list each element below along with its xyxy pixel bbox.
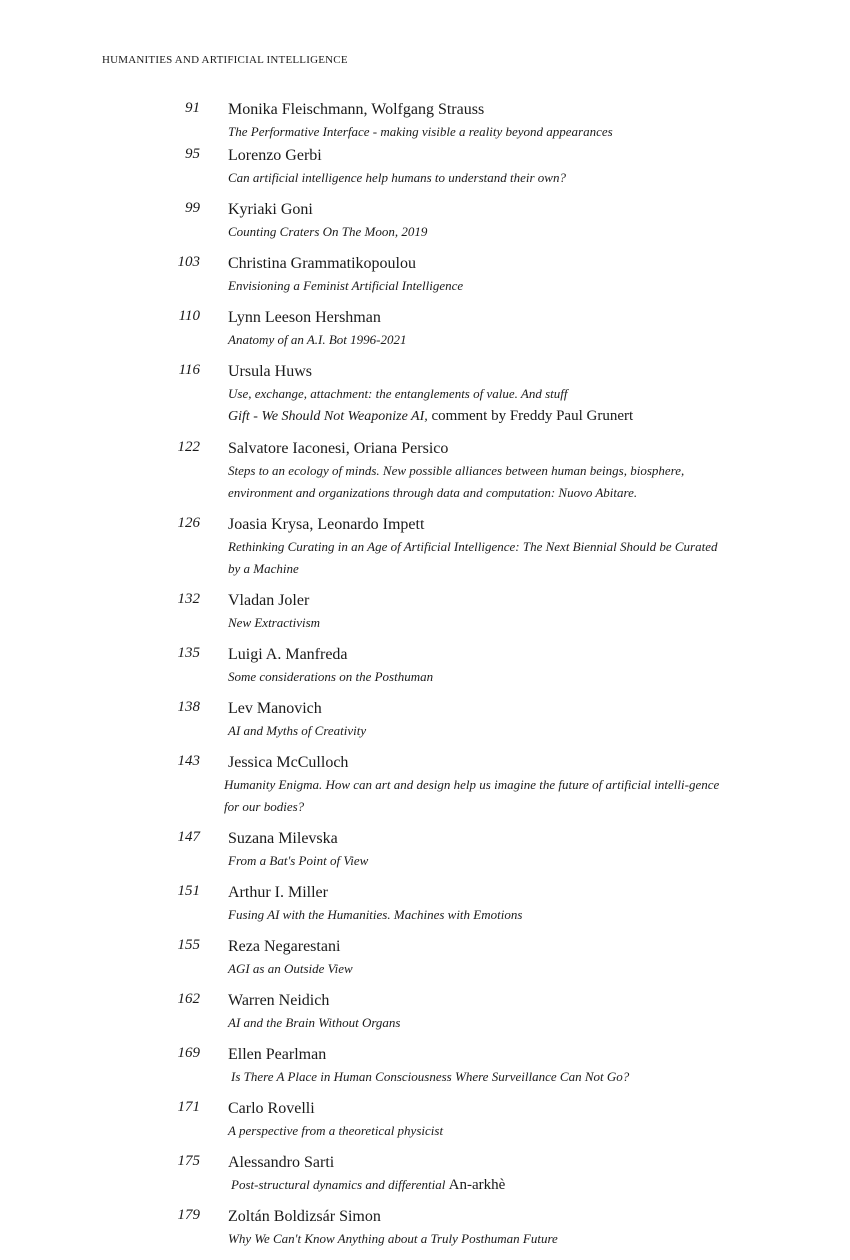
essay-title: New Extractivism: [228, 615, 321, 630]
toc-entry: [0, 1206, 850, 1250]
toc-entry: [0, 752, 850, 818]
essay-title: Some considerations on the Posthuman: [228, 669, 434, 684]
essay-title: The Performative Interface - making visible a reality beyond appearances: [228, 124, 613, 139]
author-name: Zoltán Boldizsár Simon: [228, 1208, 381, 1225]
author-name: Kyriaki Goni: [228, 201, 313, 218]
essay-title-suffix: An-arkhè: [448, 1177, 506, 1193]
essay-title: Rethinking Curating in an Age of Artificial Intelligence: The Next Biennial Should be Curated by a Machine: [228, 539, 718, 576]
page-number: 169: [177, 1045, 200, 1061]
toc-entry: [0, 1098, 850, 1142]
toc-entry: [0, 644, 850, 688]
page-number: 126: [177, 515, 200, 531]
page-number: 110: [178, 308, 200, 324]
comment-author: comment by Freddy Paul Grunert: [427, 408, 634, 424]
toc-entry: [0, 936, 850, 980]
author-name: Lev Manovich: [228, 700, 322, 717]
page-number: 151: [177, 883, 200, 899]
page-number: 135: [177, 645, 200, 661]
essay-title: Fusing AI with the Humanities. Machines with Emotions: [228, 907, 523, 922]
comment-line: [228, 405, 728, 428]
toc-entry: [0, 1044, 850, 1088]
essay-title: Why We Can't Know Anything about a Truly Posthuman Future: [228, 1231, 558, 1246]
toc-entry: [0, 1152, 850, 1196]
essay-title: Use, exchange, attachment: the entanglements of value. And stuff: [228, 386, 568, 401]
author-name: Salvatore Iaconesi, Oriana Persico: [228, 440, 449, 457]
toc-entry: [0, 307, 850, 351]
essay-title: AI and the Brain Without Organs: [228, 1015, 401, 1030]
page-number: 162: [177, 991, 200, 1007]
essay-title: Humanity Enigma. How can art and design help us imagine the future of artificial intelli-gence for our bodies?: [224, 777, 720, 814]
page-number: 171: [177, 1099, 200, 1115]
toc-entry: [0, 145, 850, 189]
toc-entry: [0, 361, 850, 428]
author-name: Christina Grammatikopoulou: [228, 255, 416, 272]
essay-title: Steps to an ecology of minds. New possible alliances between human beings, biosphere, environment and organizations through data and computation: Nuovo Abitare.: [228, 463, 685, 500]
author-name: Carlo Rovelli: [228, 1100, 315, 1117]
author-name: Monika Fleischmann, Wolfgang Strauss: [228, 101, 485, 118]
page-number: 143: [177, 753, 200, 769]
author-name: Suzana Milevska: [228, 830, 338, 847]
essay-title: Anatomy of an A.I. Bot 1996-2021: [228, 332, 407, 347]
author-name: Jessica McCulloch: [228, 754, 349, 771]
toc-entry: [0, 253, 850, 297]
page-number: 116: [178, 362, 200, 378]
essay-title: Can artificial intelligence help humans to understand their own?: [228, 170, 566, 185]
author-name: Lynn Leeson Hershman: [228, 309, 381, 326]
essay-title-line: [231, 1174, 731, 1196]
running-header: HUMANITIES AND ARTIFICIAL INTELLIGENCE: [102, 54, 348, 66]
author-name: Arthur I. Miller: [228, 884, 328, 901]
toc-entry: [0, 882, 850, 926]
page-number: 91: [185, 100, 200, 116]
essay-title: Is There A Place in Human Consciousness Where Surveillance Can Not Go?: [231, 1069, 630, 1084]
essay-title: From a Bat's Point of View: [228, 853, 369, 868]
page-number: 147: [177, 829, 200, 845]
toc-entry: [0, 990, 850, 1034]
page-number: 103: [177, 254, 200, 270]
toc-entry: [0, 698, 850, 742]
essay-title: Envisioning a Feminist Artificial Intelligence: [228, 278, 464, 293]
essay-title: AI and Myths of Creativity: [228, 723, 367, 738]
toc-entry: [0, 199, 850, 243]
essay-title: Post-structural dynamics and differential: [231, 1177, 449, 1192]
author-name: Ellen Pearlman: [228, 1046, 327, 1063]
toc-entry: [0, 99, 850, 143]
page-number: 155: [177, 937, 200, 953]
author-name: Vladan Joler: [228, 592, 310, 609]
essay-title: Counting Craters On The Moon, 2019: [228, 224, 428, 239]
author-name: Joasia Krysa, Leonardo Impett: [228, 516, 425, 533]
toc-entry: [0, 438, 850, 504]
toc-entry: [0, 590, 850, 634]
page-number: 179: [177, 1207, 200, 1223]
essay-title: AGI as an Outside View: [228, 961, 353, 976]
author-name: Luigi A. Manfreda: [228, 646, 348, 663]
page-number: 99: [185, 200, 200, 216]
author-name: Ursula Huws: [228, 363, 312, 380]
author-name: Alessandro Sarti: [228, 1154, 335, 1171]
essay-title: A perspective from a theoretical physicist: [228, 1123, 444, 1138]
page-number: 122: [177, 439, 200, 455]
toc-entry: [0, 828, 850, 872]
page-number: 132: [177, 591, 200, 607]
toc-entry: [0, 514, 850, 580]
author-name: Reza Negarestani: [228, 938, 341, 955]
table-of-contents: [0, 99, 850, 1260]
page-number: 175: [177, 1153, 200, 1169]
page-number: 95: [185, 146, 200, 162]
comment-title: Gift - We Should Not Weaponize AI,: [228, 409, 428, 424]
author-name: Warren Neidich: [228, 992, 330, 1009]
author-name: Lorenzo Gerbi: [228, 147, 322, 164]
page-number: 138: [177, 699, 200, 715]
